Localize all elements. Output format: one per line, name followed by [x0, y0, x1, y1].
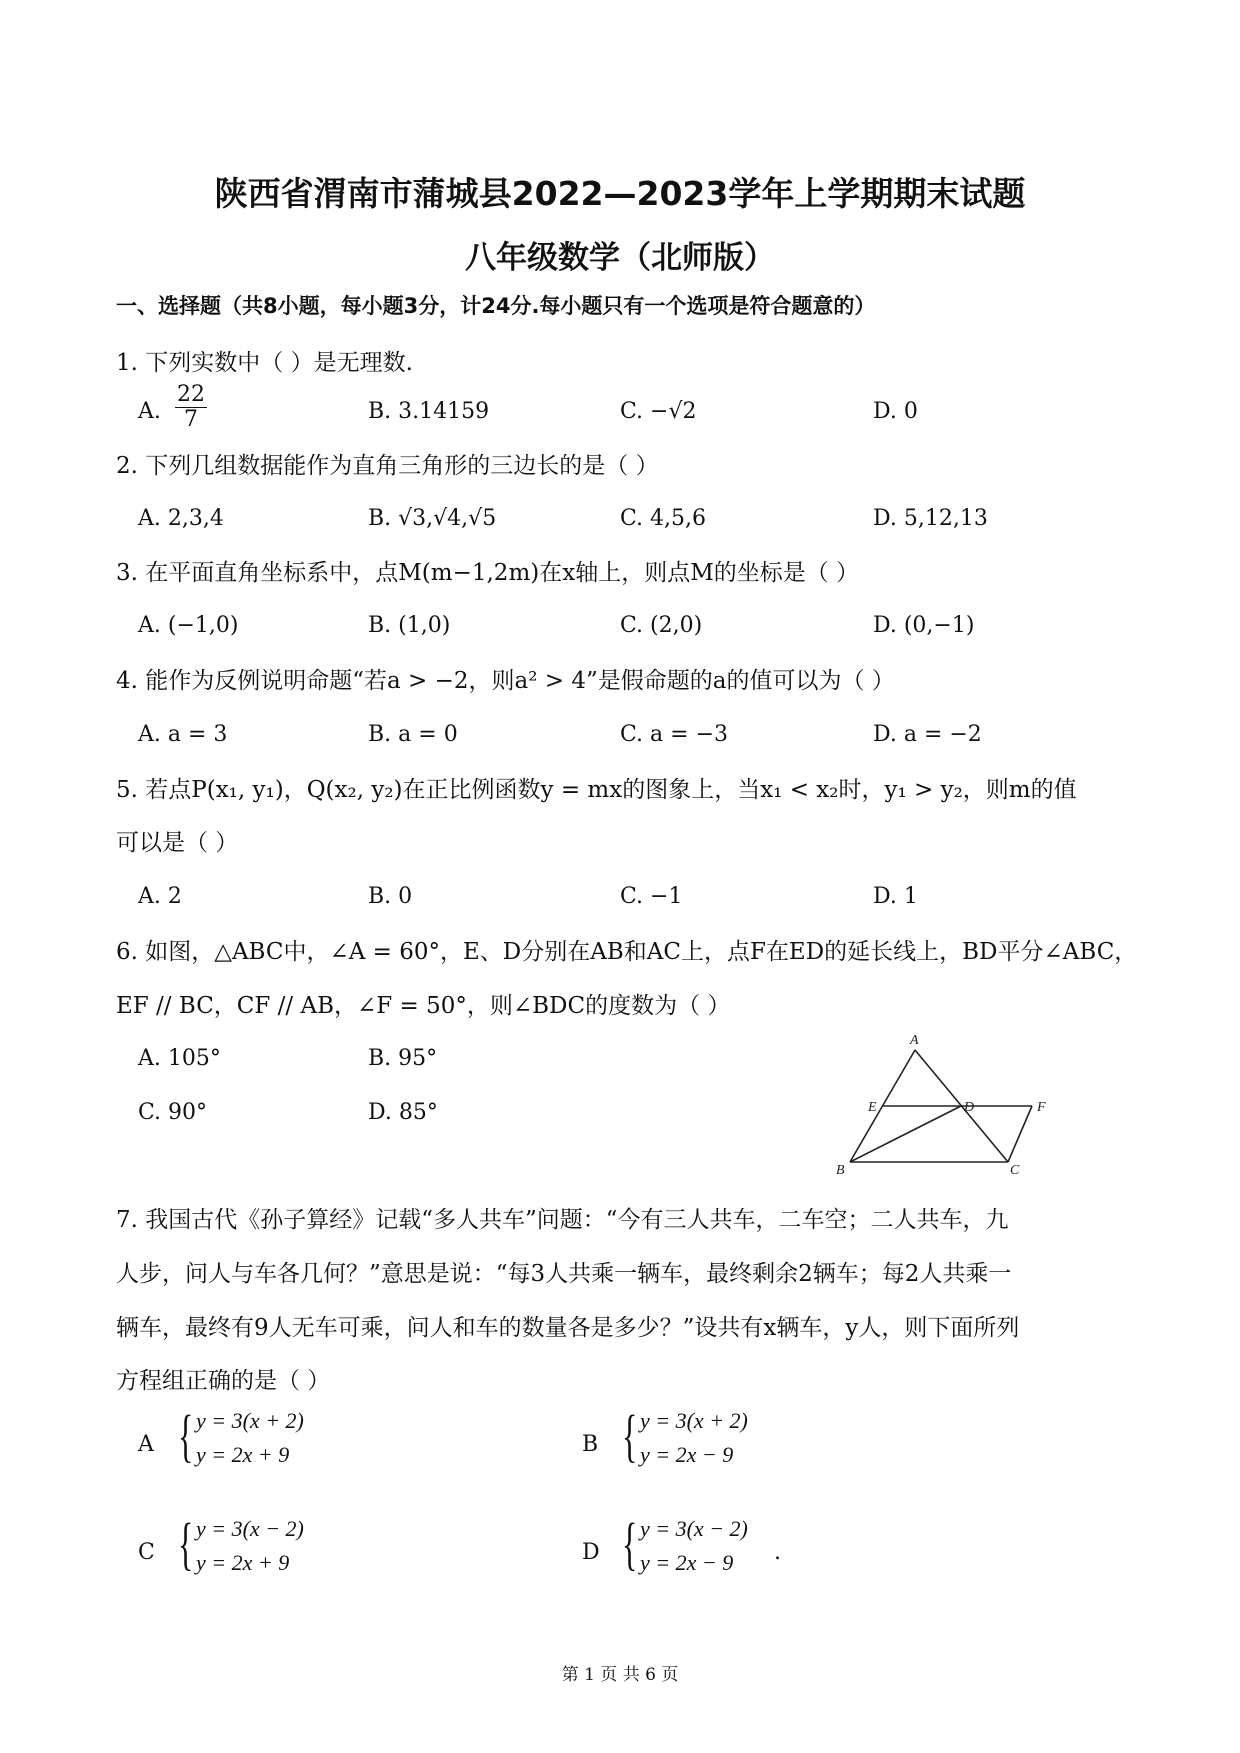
fraction-numerator: 22	[177, 382, 205, 407]
point-label-f: F	[1037, 1100, 1046, 1115]
q5-option-b: B. 0	[368, 884, 413, 909]
q6-option-a: A. 105°	[138, 1046, 221, 1071]
equation-line-2: y = 2x − 9	[640, 1550, 734, 1575]
q5-option-c: C. −1	[620, 884, 683, 909]
q1-option-a-label: A.	[138, 399, 161, 424]
q7-stem-line3: 辆车，最终有9人无车可乘，问人和车的数量各是多少？”设共有x辆车，y人，则下面所列	[116, 1315, 1020, 1341]
point-label-d: D	[964, 1100, 975, 1115]
q2-stem: 2. 下列几组数据能作为直角三角形的三边长的是（ ）	[116, 453, 659, 479]
q7-stem-line2: 人步，问人与车各几何？”意思是说：“每3人共乘一辆车，最终剩余2辆车；每2人共乘一	[116, 1261, 1012, 1287]
equation-line-1: y = 3(x + 2)	[196, 1408, 304, 1433]
q5-stem-line1: 5. 若点P(x₁, y₁)，Q(x₂, y₂)在正比例函数y = mx的图象上，当x₁ < x₂时，y₁ > y₂，则m的值	[116, 777, 1077, 803]
point-label-c: C	[1010, 1163, 1020, 1178]
q7-stem-line4: 方程组正确的是（ ）	[116, 1368, 331, 1394]
brace-icon: {	[622, 1511, 638, 1576]
equation-line-1: y = 3(x + 2)	[640, 1408, 748, 1433]
q5-option-a: A. 2	[138, 884, 182, 909]
brace-icon: {	[178, 1511, 194, 1576]
q6-triangle-figure	[830, 1030, 1060, 1180]
equation-line-2: y = 2x − 9	[640, 1442, 734, 1467]
q4-stem: 4. 能作为反例说明命题“若a > −2，则a² > 4”是假命题的a的值可以为（ ）	[116, 668, 895, 694]
segment-cf	[1008, 1106, 1032, 1162]
q7-stem-line1: 7. 我国古代《孙子算经》记载“多人共车”问题：“今有三人共车，二车空；二人共车，九	[116, 1207, 1009, 1233]
q3-option-b: B. (1,0)	[368, 613, 451, 638]
brace-icon: {	[622, 1403, 638, 1468]
q7-trailing-period: .	[774, 1540, 781, 1565]
q7-option-b-label: B	[582, 1432, 599, 1457]
q4-option-c: C. a = −3	[620, 722, 729, 747]
page-footer: 第 1 页 共 6 页	[561, 1665, 679, 1685]
q6-option-d: D. 85°	[368, 1100, 438, 1125]
q1-option-d: D. 0	[873, 399, 918, 424]
q2-option-c: C. 4,5,6	[620, 506, 707, 531]
equation-line-1: y = 3(x − 2)	[196, 1516, 304, 1541]
q3-stem: 3. 在平面直角坐标系中，点M(m−1,2m)在x轴上，则点M的坐标是（ ）	[116, 560, 860, 586]
q2-option-b: B. √3,√4,√5	[368, 506, 497, 531]
q6-option-b: B. 95°	[368, 1046, 438, 1071]
section-heading: 一、选择题（共8小题，每小题3分，计24分.每小题只有一个选项是符合题意的）	[116, 294, 876, 318]
q2-option-d: D. 5,12,13	[873, 506, 988, 531]
q4-option-d: D. a = −2	[873, 722, 982, 747]
q3-option-d: D. (0,−1)	[873, 613, 975, 638]
q6-stem-line2: EF // BC，CF // AB，∠F = 50°，则∠BDC的度数为（ ）	[116, 993, 731, 1019]
point-label-b: B	[836, 1163, 845, 1178]
q4-option-b: B. a = 0	[368, 722, 458, 747]
q1-option-a-fraction	[175, 383, 207, 432]
q4-option-a: A. a = 3	[138, 722, 228, 747]
q7-option-c-label: C	[138, 1540, 155, 1565]
exam-title: 陕西省渭南市蒲城县2022—2023学年上学期期末试题	[214, 174, 1026, 213]
q6-stem-line1: 6. 如图，△ABC中，∠A = 60°，E、D分别在AB和AC上，点F在ED的延长线上，BD平分∠ABC，	[116, 939, 1138, 965]
q3-option-c: C. (2,0)	[620, 613, 703, 638]
q6-option-c: C. 90°	[138, 1100, 208, 1125]
q3-option-a: A. (−1,0)	[138, 613, 239, 638]
equation-line-2: y = 2x + 9	[196, 1442, 290, 1467]
q2-option-a: A. 2,3,4	[138, 506, 224, 531]
equation-line-1: y = 3(x − 2)	[640, 1516, 748, 1541]
q5-stem-line2: 可以是（ ）	[116, 830, 239, 856]
q1-option-c: C. −√2	[620, 399, 697, 424]
q5-option-d: D. 1	[873, 884, 918, 909]
point-label-e: E	[868, 1100, 877, 1115]
exam-subtitle: 八年级数学（北师版）	[465, 240, 775, 276]
equation-line-2: y = 2x + 9	[196, 1550, 290, 1575]
q1-option-b: B. 3.14159	[368, 399, 490, 424]
q1-stem: 1. 下列实数中（ ）是无理数.	[116, 350, 413, 376]
brace-icon: {	[178, 1403, 194, 1468]
fraction-denominator: 7	[184, 407, 198, 432]
q7-option-d-label: D	[582, 1540, 600, 1565]
q7-option-a-label: A	[138, 1432, 154, 1457]
point-label-a: A	[910, 1033, 919, 1048]
